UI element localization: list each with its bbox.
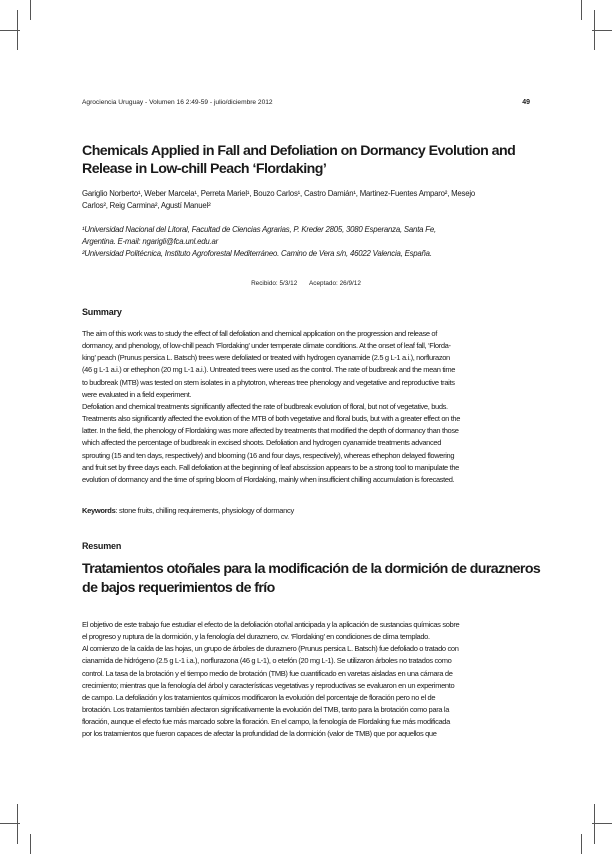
resumen-heading: Resumen [82, 541, 122, 551]
article-title-line: Release in Low-chill Peach ‘Flordaking’ [82, 161, 327, 177]
keywords [82, 506, 294, 515]
affiliation-line: ¹Universidad Nacional del Litoral, Facultad de Ciencias Agrarias, P. Kreder 2805, 3080 Esperanza, Santa Fe, [82, 225, 436, 234]
crop-mark [594, 804, 595, 844]
summary-line: latter. In the field, the phenology of Flordaking was more affected by treatments that modified the depth of dormancy than those [82, 426, 459, 436]
summary-line: to budbreak (MTB) was tested on stem isolates in a phytotron, whereas tree phenology and vegetative and reproductive traits [82, 377, 455, 387]
resumen-line: cianamida de hidrógeno (2.5 g L-1 i.a.), norflurazona (46 g L-1), o etefón (20 mg L-1). Se utilizaron árboles no tratados como [82, 656, 452, 666]
summary-line: The aim of this work was to study the effect of fall defoliation and chemical application on the progression and release of [82, 329, 437, 338]
submission-dates [0, 280, 612, 287]
summary-text [82, 328, 530, 486]
keywords-text: : stone fruits, chilling requirements, physiology of dormancy [115, 506, 294, 515]
crop-mark [17, 804, 18, 844]
crop-mark [581, 834, 582, 854]
journal-citation: Agrociencia Uruguay - Volumen 16 2:49-59 - julio/diciembre 2012 [82, 99, 273, 106]
author-list [82, 188, 530, 212]
page-number: 49 [522, 99, 530, 106]
summary-heading: Summary [82, 307, 122, 317]
crop-mark [592, 823, 612, 824]
summary-line: king’ peach (Prunus persica L. Batsch) trees were defoliated or treated with hydrogen cyanamide (2.5 g L-1 a.i.), norflurazon [82, 353, 450, 363]
author-line: Carlos², Reig Carmina², Agustí Manuel² [82, 201, 211, 210]
summary-line: evolution of dormancy and the time of spring bloom of Flordaking, mainly when insufficient chilling accumulation is forecasted. [82, 474, 455, 484]
summary-line: Treatments also significantly affected the evolution of the MTB of both vegetative and floral buds, but with a greater effect on the [82, 414, 461, 424]
crop-mark [30, 834, 31, 854]
summary-line: (46 g L-1 a.i.) or ethephon (20 mg L-1 a.i.). Untreated trees were used as the control. The rate of budbreak and the mean time [82, 365, 456, 375]
crop-mark [30, 0, 31, 20]
accepted-date: Aceptado: 26/9/12 [309, 280, 361, 287]
crop-mark [592, 30, 612, 31]
spanish-title [82, 560, 542, 598]
affiliations [82, 224, 530, 260]
resumen-line: Al comienzo de la caída de las hojas, un grupo de árboles de duraznero (Prunus persica L. Batsch) fue defoliado o tratado con [82, 644, 459, 654]
spanish-title-line: Tratamientos otoñales para la modificación de la dormición de durazneros [82, 561, 541, 577]
resumen-line: floración, aunque el efecto fue más marcado sobre la floración. En el campo, la fenología de Flordaking fue más modificada [82, 717, 450, 727]
summary-line: dormancy, and phenology, of low-chill peach ‘Flordaking’ under temperate climate conditions. At the onset of leaf fall, ‘Florda- [82, 341, 451, 351]
summary-line: sprouting (15 and ten days, respectively) and blooming (16 and four days, respectively), whereas ethephon delayed flowering [82, 450, 455, 460]
summary-line: Defoliation and chemical treatments significantly affected the rate of budbreak evolution of floral, but not of vegetative, buds. [82, 401, 448, 411]
author-line: Gariglio Norberto¹, Weber Marcela¹, Perreta Mariel¹, Bouzo Carlos¹, Castro Damián¹, Martinez-Fuentes Amparo², Mesejo [82, 189, 476, 198]
spanish-title-line: de bajos requerimientos de frío [82, 580, 275, 596]
resumen-line: control. La tasa de la brotación y el tiempo medio de brotación (TMB) fue cuantificado en varetas aisladas en una cámara de [82, 668, 453, 678]
article-title [82, 142, 522, 178]
resumen-line: por los tratamientos que fueron capaces de afectar la profundidad de la dormición (valor de TMB) que por aquellos que [82, 729, 437, 739]
resumen-line: El objetivo de este trabajo fue estudiar el efecto de la defoliación otoñal anticipada y la aplicación de sustancias químicas sobre [82, 620, 460, 629]
summary-line: which affected the percentage of budbreak in excised shoots. Defoliation and hydrogen cyanamide treatments advanced [82, 438, 442, 448]
crop-mark [17, 10, 18, 50]
crop-mark [594, 10, 595, 50]
resumen-line: el progreso y ruptura de la dormición, y la fenología del duraznero, cv. ‘Flordaking’ en condiciones de clima templado. [82, 632, 430, 642]
resumen-text [82, 619, 530, 741]
summary-line: were evaluated in a field experiment. [82, 389, 192, 399]
resumen-line: de campo. La defoliación y los tratamientos químicos modificaron la evolución del porcentaje de floración pero no el de [82, 692, 436, 702]
received-date: Recibido: 5/3/12 [251, 280, 298, 287]
affiliation-line: Argentina. E-mail: ngarigli@fca.unl.edu.ar [82, 237, 219, 246]
affiliation-line: ²Universidad Politécnica, Instituto Agroforestal Mediterráneo. Camino de Vera s/n, 46022 Valencia, España. [82, 249, 432, 258]
crop-mark [581, 0, 582, 20]
resumen-line: crecimiento; mientras que la fenología del árbol y características vegetativas y reproductivas se evaluaron en un experimento [82, 680, 455, 690]
keywords-label: Keywords [82, 506, 116, 515]
running-header [82, 99, 530, 106]
article-title-line: Chemicals Applied in Fall and Defoliation on Dormancy Evolution and [82, 143, 516, 159]
resumen-line: brotación. Los tratamientos también afectaron significativamente la evolución del TMB, tanto para la brotación como para la [82, 705, 450, 715]
summary-line: and fruit set by three days each. Fall defoliation at the beginning of leaf abscission appears to be a strong tool to manipulate the [82, 462, 459, 472]
